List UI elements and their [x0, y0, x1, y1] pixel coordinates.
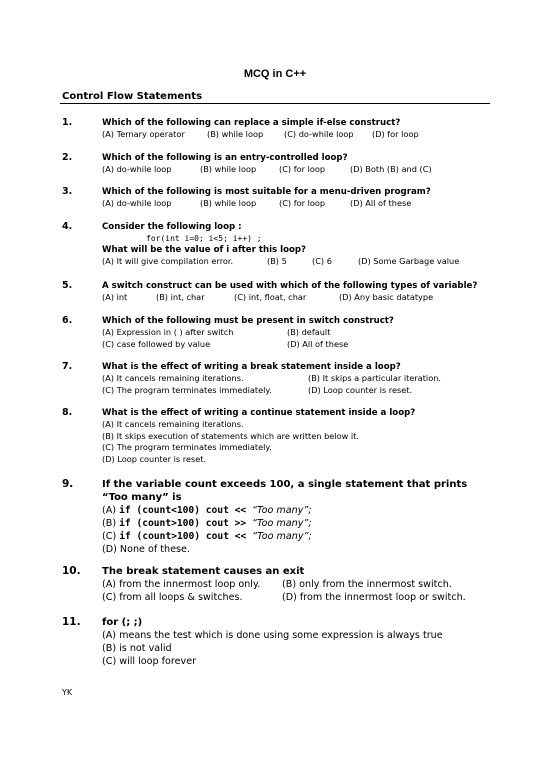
- option-d: (D) Both (B) and (C): [350, 164, 432, 174]
- option-a: (A) It cancels remaining iterations.: [102, 419, 244, 429]
- question-number: 7.: [62, 361, 73, 372]
- question-number: 3.: [62, 186, 73, 197]
- option-a: [102, 504, 494, 517]
- option-code: if (count<100) cout <<: [119, 505, 252, 516]
- option-d: (D) Loop counter is reset.: [308, 384, 413, 395]
- option-b: (B) 5: [267, 256, 287, 266]
- option-d: (D) All of these: [350, 198, 412, 208]
- code-snippet: for(int i=0; i<5; i++) ;: [146, 234, 262, 243]
- option-a: (A) int: [102, 292, 128, 302]
- option-code: if (count>100) cout <<: [119, 531, 253, 542]
- option-c: (C) for loop: [279, 164, 326, 174]
- option-a: (A) Expression in ( ) after switch: [102, 327, 234, 337]
- option-c: [102, 530, 494, 543]
- option-d: (D) Any basic datatype: [339, 292, 434, 302]
- question-number: 4.: [62, 221, 73, 232]
- option-b: (B) while loop: [200, 164, 257, 174]
- option-c: (C) from all loops & switches.: [102, 592, 243, 603]
- question-text: If the variable count exceeds 100, a single statement that prints “Too many” is: [102, 479, 468, 503]
- option-string: “Too many”;: [251, 505, 312, 516]
- option-a: (A) Ternary operator: [102, 129, 185, 139]
- option-b: (B) int, char: [156, 292, 205, 302]
- option-b: (B) default: [287, 327, 331, 337]
- question-text: for (; ;): [102, 617, 143, 628]
- section-heading: Control Flow Statements: [62, 91, 203, 102]
- footer-initials: YK: [62, 688, 73, 697]
- option-d: (D) Loop counter is reset.: [102, 453, 207, 464]
- option-d: (D) None of these.: [102, 544, 190, 555]
- page-title: MCQ in C++: [243, 68, 307, 80]
- option-a: (A) from the innermost loop only.: [102, 579, 261, 590]
- option-b: (B) only from the innermost switch.: [282, 579, 452, 590]
- option-c: (C) 6: [312, 256, 332, 266]
- option-c: (C) for loop: [279, 198, 326, 208]
- option-a: (A) do-while loop: [102, 164, 172, 174]
- option-label: (B): [102, 518, 120, 529]
- option-b: [102, 517, 494, 530]
- question-number: 9.: [62, 478, 74, 490]
- question-number: 6.: [62, 315, 73, 326]
- option-d: (D) Some Garbage value: [358, 256, 460, 266]
- option-c: (C) The program terminates immediately.: [102, 384, 272, 395]
- option-c: (C) will loop forever: [102, 656, 197, 667]
- option-d: (D) from the innermost loop or switch.: [282, 592, 466, 603]
- option-label: (A): [102, 505, 120, 516]
- question-text: Which of the following is most suitable for a menu-driven program?: [102, 187, 431, 197]
- option-string: “Too many”;: [251, 518, 312, 529]
- option-b: (B) while loop: [207, 129, 264, 139]
- option-b: (B) while loop: [200, 198, 257, 208]
- option-d: (D) All of these: [287, 338, 349, 349]
- question-text: Which of the following must be present in switch construct?: [102, 316, 394, 326]
- option-b: (B) is not valid: [102, 643, 172, 654]
- question-text: A switch construct can be used with which of the following types of variable?: [102, 281, 478, 291]
- question-text: The break statement causes an exit: [102, 566, 305, 577]
- question-text: What is the effect of writing a continue statement inside a loop?: [102, 408, 416, 418]
- option-string: “Too many”;: [252, 531, 312, 542]
- question-number: 11.: [62, 616, 81, 628]
- question-number: 1.: [62, 117, 73, 128]
- question-text: Which of the following is an entry-controlled loop?: [102, 153, 348, 163]
- option-a: (A) It will give compilation error.: [102, 256, 234, 266]
- question-number: 2.: [62, 152, 73, 163]
- option-b: (B) It skips a particular iteration.: [308, 373, 442, 383]
- option-d: (D) for loop: [372, 129, 419, 139]
- option-a: (A) means the test which is done using some expression is always true: [102, 630, 443, 641]
- question-text-continued: What will be the value of i after this loop?: [102, 245, 307, 255]
- option-a: (A) do-while loop: [102, 198, 172, 208]
- option-c: (C) The program terminates immediately.: [102, 442, 272, 452]
- question-number: 8.: [62, 407, 73, 418]
- section-divider: [60, 103, 490, 104]
- option-a: (A) It cancels remaining iterations.: [102, 373, 244, 383]
- option-b: (B) It skips execution of statements which are written below it.: [102, 430, 359, 441]
- question-number: 10.: [62, 565, 81, 577]
- question-number: 5.: [62, 280, 73, 291]
- option-c: (C) int, float, char: [234, 292, 307, 302]
- question-text: What is the effect of writing a break statement inside a loop?: [102, 362, 401, 372]
- question-text: Consider the following loop :: [102, 222, 242, 232]
- option-code: if (count>100) cout >>: [119, 518, 252, 529]
- option-c: (C) case followed by value: [102, 338, 211, 349]
- question-text: Which of the following can replace a simple if-else construct?: [102, 118, 401, 128]
- option-c: (C) do-while loop: [284, 129, 354, 139]
- option-label: (C): [102, 531, 120, 542]
